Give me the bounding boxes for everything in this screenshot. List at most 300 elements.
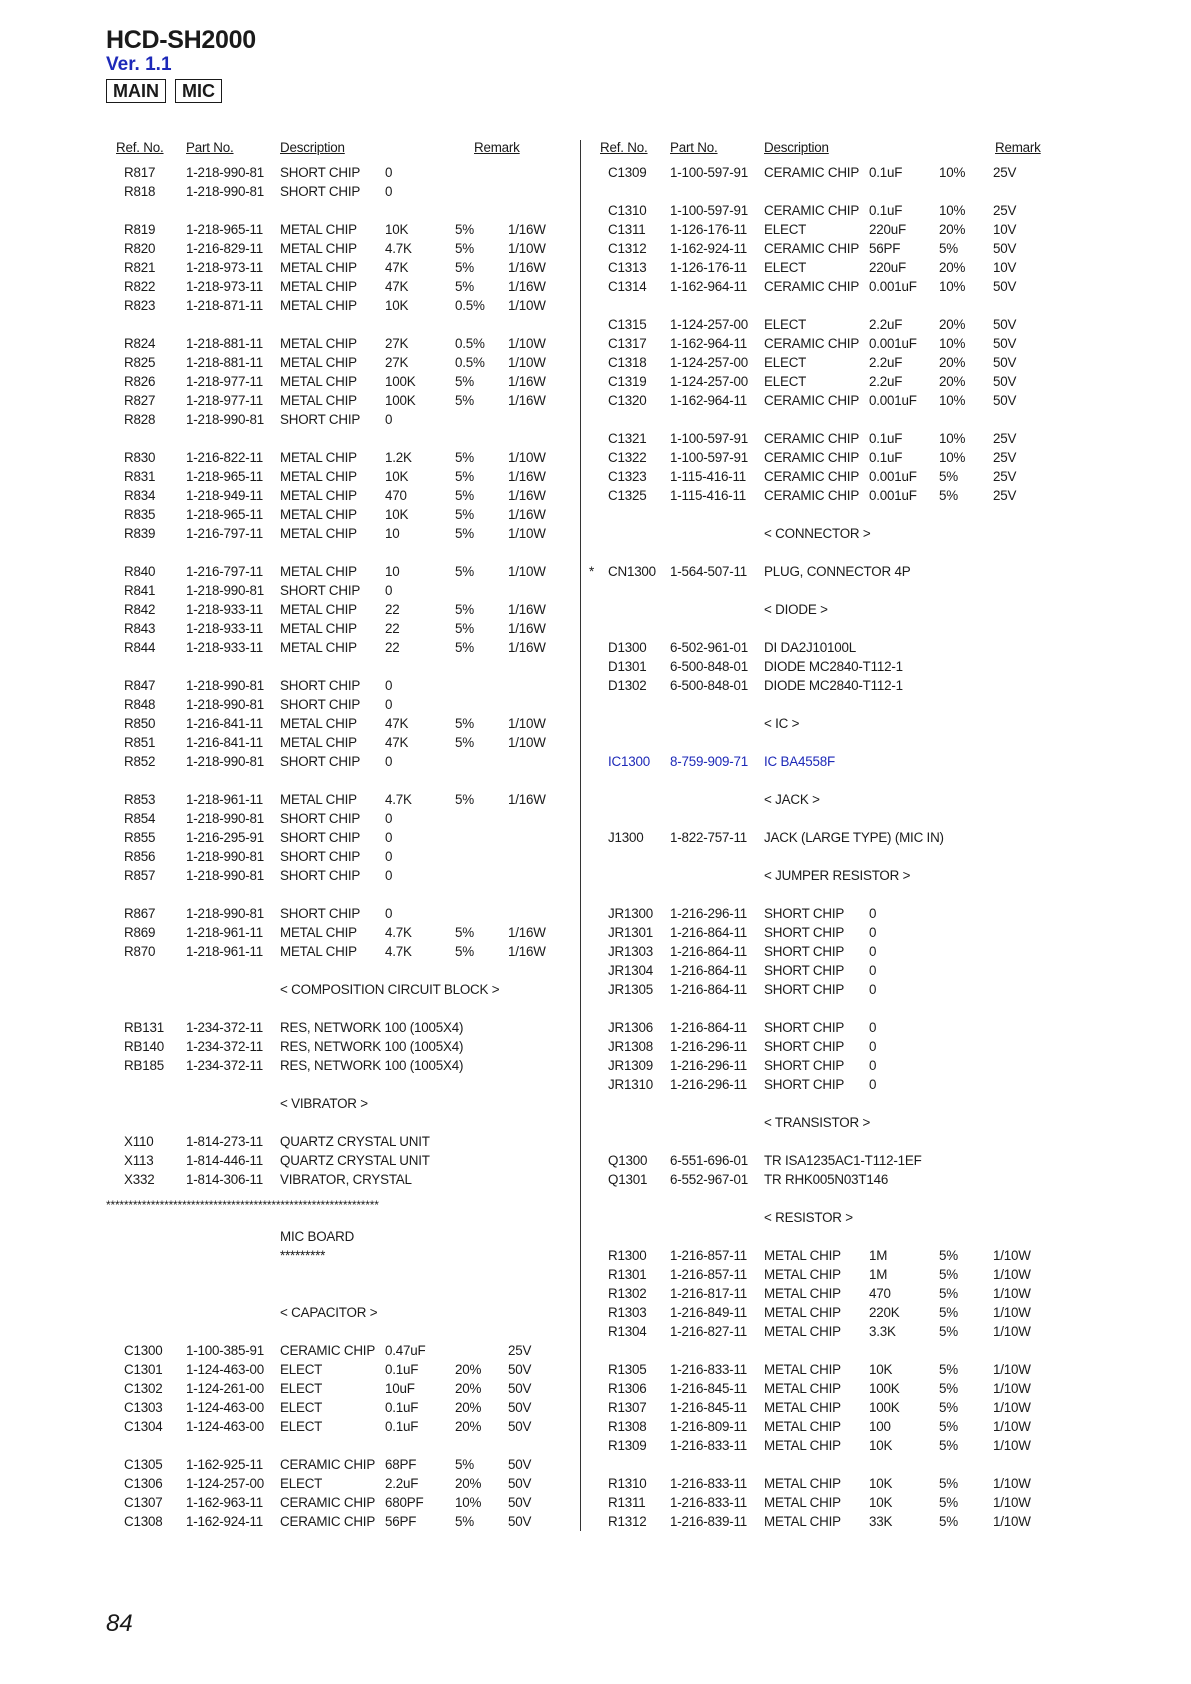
ref-no: C1319 — [608, 374, 647, 389]
table-row — [113, 1474, 573, 1493]
ref-no: R1300 — [608, 1248, 647, 1263]
part-no: 1-218-990-81 — [186, 811, 265, 826]
value: 0 — [869, 1039, 877, 1054]
tolerance: 20% — [939, 317, 966, 332]
ref-no: C1318 — [608, 355, 647, 370]
tolerance: 5% — [939, 1381, 958, 1396]
table-row — [113, 1227, 573, 1246]
table-row — [597, 524, 1077, 543]
description: SHORT CHIP — [280, 868, 361, 883]
tolerance: 20% — [939, 222, 966, 237]
description: ELECT — [764, 222, 807, 237]
description: DIODE MC2840-T112-1 — [764, 678, 903, 693]
value: 4.7K — [385, 944, 412, 959]
table-row — [113, 904, 573, 923]
spacer-row — [597, 999, 1077, 1018]
rating: 50V — [993, 393, 1017, 408]
table-row — [113, 1094, 573, 1113]
part-no: 1-216-833-11 — [670, 1362, 748, 1377]
description: METAL CHIP — [280, 564, 357, 579]
description: PLUG, CONNECTOR 4P — [764, 564, 911, 579]
spacer-row — [597, 733, 1077, 752]
value: 22 — [385, 621, 400, 636]
ref-no: X332 — [124, 1172, 155, 1187]
part-no: 1-124-463-00 — [186, 1362, 265, 1377]
tolerance: 20% — [455, 1419, 482, 1434]
rating: 25V — [993, 431, 1017, 446]
part-no: 1-216-797-11 — [186, 564, 264, 579]
table-row — [597, 1379, 1077, 1398]
description: METAL CHIP — [280, 602, 357, 617]
description: < TRANSISTOR > — [764, 1115, 871, 1130]
description: ********* — [280, 1248, 326, 1263]
table-row — [113, 1341, 573, 1360]
header-ref-no: Ref. No. — [600, 140, 648, 155]
tolerance: 5% — [939, 1514, 958, 1529]
value: 0 — [869, 1020, 877, 1035]
table-row — [597, 1284, 1077, 1303]
description: MIC BOARD — [280, 1229, 355, 1244]
table-row — [597, 353, 1077, 372]
ref-no: R825 — [124, 355, 156, 370]
part-no: 1-216-864-11 — [670, 944, 748, 959]
tolerance: 5% — [455, 222, 474, 237]
spacer-row — [113, 1113, 573, 1132]
table-row — [113, 1170, 573, 1189]
table-row — [113, 581, 573, 600]
ref-no: R1304 — [608, 1324, 647, 1339]
tolerance: 5% — [455, 1457, 474, 1472]
tolerance: 5% — [939, 1476, 958, 1491]
value: 27K — [385, 336, 409, 351]
ref-no: R1307 — [608, 1400, 647, 1415]
value: 3.3K — [869, 1324, 896, 1339]
description: CERAMIC CHIP — [764, 393, 860, 408]
table-row — [113, 391, 573, 410]
ref-no: C1321 — [608, 431, 647, 446]
part-no: 1-100-597-91 — [670, 431, 749, 446]
ref-no: R844 — [124, 640, 156, 655]
table-row — [597, 980, 1077, 999]
tolerance: 5% — [455, 450, 474, 465]
spacer-row — [113, 429, 573, 448]
part-no: 1-218-990-81 — [186, 754, 265, 769]
ref-no: R839 — [124, 526, 156, 541]
value: 0 — [869, 1077, 877, 1092]
description: METAL CHIP — [764, 1419, 841, 1434]
ref-no: R827 — [124, 393, 156, 408]
ref-no: R828 — [124, 412, 156, 427]
value: 0 — [385, 412, 393, 427]
rating: 1/16W — [508, 621, 546, 636]
part-no: 1-216-296-11 — [670, 1058, 748, 1073]
value: 47K — [385, 279, 409, 294]
value: 10K — [385, 469, 409, 484]
header-part-no: Part No. — [186, 140, 234, 155]
part-no: 1-216-829-11 — [186, 241, 264, 256]
rating: 1/10W — [508, 450, 546, 465]
part-no: 1-218-973-11 — [186, 260, 264, 275]
description: ELECT — [280, 1400, 323, 1415]
part-no: 1-218-961-11 — [186, 792, 264, 807]
rating: 1/16W — [508, 279, 546, 294]
description: METAL CHIP — [280, 640, 357, 655]
table-row — [597, 923, 1077, 942]
tolerance: 5% — [455, 526, 474, 541]
ref-no: R1311 — [608, 1495, 646, 1510]
ref-no: R847 — [124, 678, 156, 693]
description: CERAMIC CHIP — [280, 1343, 376, 1358]
table-row — [597, 752, 1077, 771]
table-row — [113, 809, 573, 828]
value: 0 — [869, 925, 877, 940]
table-row — [113, 182, 573, 201]
ref-no: JR1300 — [608, 906, 653, 921]
value: 0.001uF — [869, 279, 917, 294]
description: CERAMIC CHIP — [764, 431, 860, 446]
rating: 1/16W — [508, 507, 546, 522]
ref-no: C1323 — [608, 469, 647, 484]
ref-no: C1315 — [608, 317, 647, 332]
part-no: 1-218-965-11 — [186, 507, 264, 522]
column-header — [113, 140, 573, 163]
rating: 1/16W — [508, 602, 546, 617]
rating: 1/10W — [508, 564, 546, 579]
description: ELECT — [280, 1419, 323, 1434]
ref-no: C1317 — [608, 336, 647, 351]
table-row — [597, 448, 1077, 467]
value: 47K — [385, 260, 409, 275]
table-row — [597, 1265, 1077, 1284]
value: 100 — [869, 1419, 891, 1434]
spacer-row — [597, 505, 1077, 524]
spacer-row — [597, 1341, 1077, 1360]
value: 56PF — [869, 241, 901, 256]
table-row — [589, 562, 1077, 581]
rating: 1/10W — [993, 1419, 1031, 1434]
description: SHORT CHIP — [764, 906, 845, 921]
table-row — [113, 828, 573, 847]
ref-no: R870 — [124, 944, 156, 959]
table-row — [113, 277, 573, 296]
section-tags — [106, 79, 222, 103]
part-no: 1-115-416-11 — [670, 469, 747, 484]
rating: 1/16W — [508, 925, 546, 940]
table-row — [113, 486, 573, 505]
value: 100K — [385, 393, 416, 408]
ref-no: C1310 — [608, 203, 647, 218]
value: 22 — [385, 602, 400, 617]
ref-no: R867 — [124, 906, 156, 921]
table-row — [597, 866, 1077, 885]
description: SHORT CHIP — [280, 184, 361, 199]
table-row — [113, 467, 573, 486]
part-no: 1-162-964-11 — [670, 336, 748, 351]
table-row — [597, 486, 1077, 505]
table-row — [597, 1075, 1077, 1094]
tolerance: 5% — [455, 792, 474, 807]
ref-no: R826 — [124, 374, 156, 389]
table-row — [113, 1246, 573, 1265]
ref-no: JR1304 — [608, 963, 653, 978]
ref-no: JR1303 — [608, 944, 653, 959]
tolerance: 20% — [939, 374, 966, 389]
value: 2.2uF — [869, 374, 903, 389]
ref-no: X113 — [124, 1153, 154, 1168]
part-no: 1-162-924-11 — [670, 241, 748, 256]
description: ELECT — [764, 374, 807, 389]
tolerance: 0.5% — [455, 355, 485, 370]
table-row — [113, 1132, 573, 1151]
value: 0 — [385, 697, 393, 712]
rating: 50V — [508, 1381, 532, 1396]
ref-no: C1304 — [124, 1419, 163, 1434]
value: 33K — [869, 1514, 893, 1529]
spacer-row — [597, 1227, 1077, 1246]
spacer-row — [113, 961, 573, 980]
tolerance: 5% — [455, 621, 474, 636]
description: METAL CHIP — [764, 1400, 841, 1415]
spacer-row — [113, 657, 573, 676]
table-row — [113, 638, 573, 657]
description: ELECT — [764, 317, 807, 332]
table-row — [113, 524, 573, 543]
value: 10K — [385, 222, 409, 237]
value: 0.1uF — [869, 203, 903, 218]
description: SHORT CHIP — [280, 830, 361, 845]
value: 10K — [869, 1362, 893, 1377]
tolerance: 5% — [455, 735, 474, 750]
left-rows — [113, 163, 573, 1531]
description: SHORT CHIP — [280, 697, 361, 712]
rating: 50V — [508, 1495, 532, 1510]
value: 470 — [385, 488, 407, 503]
part-no: 1-814-446-11 — [186, 1153, 264, 1168]
parts-list-left — [113, 140, 573, 1531]
rating: 50V — [993, 317, 1017, 332]
tolerance: 5% — [455, 564, 474, 579]
part-no: 1-216-864-11 — [670, 982, 748, 997]
part-no: 1-216-809-11 — [670, 1419, 748, 1434]
rating: 1/10W — [993, 1324, 1031, 1339]
tolerance: 20% — [455, 1400, 482, 1415]
ref-no: R820 — [124, 241, 156, 256]
description: SHORT CHIP — [280, 165, 361, 180]
ref-no: C1308 — [124, 1514, 163, 1529]
value: 0 — [385, 165, 393, 180]
ref-no: R1312 — [608, 1514, 647, 1529]
description: CERAMIC CHIP — [764, 336, 860, 351]
description: ELECT — [280, 1381, 323, 1396]
value: 220K — [869, 1305, 900, 1320]
table-row — [597, 676, 1077, 695]
rating: 1/10W — [993, 1362, 1031, 1377]
description: RES, NETWORK 100 (1005X4) — [280, 1020, 464, 1035]
value: 0 — [869, 982, 877, 997]
table-row — [597, 1113, 1077, 1132]
tolerance: 5% — [455, 374, 474, 389]
description: METAL CHIP — [280, 222, 357, 237]
rating: 50V — [508, 1419, 532, 1434]
description: RES, NETWORK 100 (1005X4) — [280, 1039, 464, 1054]
table-row — [113, 1360, 573, 1379]
value: 4.7K — [385, 925, 412, 940]
value: 100K — [869, 1400, 900, 1415]
tolerance: 5% — [455, 488, 474, 503]
ref-no: IC1300 — [608, 754, 650, 769]
rating: 1/10W — [993, 1495, 1031, 1510]
table-row — [597, 277, 1077, 296]
value: 47K — [385, 735, 409, 750]
tag-main: MAIN — [106, 79, 166, 103]
part-no: 1-162-925-11 — [186, 1457, 264, 1472]
description: < COMPOSITION CIRCUIT BLOCK > — [280, 982, 500, 997]
value: 0 — [385, 830, 393, 845]
table-row — [113, 923, 573, 942]
description: < DIODE > — [764, 602, 828, 617]
table-row — [113, 1417, 573, 1436]
description: ELECT — [280, 1362, 323, 1377]
value: 0.47uF — [385, 1343, 426, 1358]
table-row — [113, 790, 573, 809]
rating: 1/10W — [993, 1381, 1031, 1396]
table-row — [597, 1322, 1077, 1341]
description: CERAMIC CHIP — [764, 450, 860, 465]
ref-no: JR1301 — [608, 925, 653, 940]
value: 0 — [385, 811, 393, 826]
table-row — [597, 600, 1077, 619]
spacer-row — [597, 847, 1077, 866]
spacer-row — [597, 1455, 1077, 1474]
part-no: 1-124-261-00 — [186, 1381, 265, 1396]
rating: 1/16W — [508, 488, 546, 503]
table-row — [113, 239, 573, 258]
rating: 1/16W — [508, 222, 546, 237]
part-no: 6-552-967-01 — [670, 1172, 749, 1187]
table-row — [597, 942, 1077, 961]
column-header — [597, 140, 1077, 163]
description: METAL CHIP — [764, 1267, 841, 1282]
tolerance: 5% — [939, 1362, 958, 1377]
ref-no: R850 — [124, 716, 156, 731]
part-no: 1-216-864-11 — [670, 925, 748, 940]
table-row — [597, 1208, 1077, 1227]
value: 2.2uF — [869, 355, 903, 370]
description: METAL CHIP — [280, 621, 357, 636]
value: 100K — [869, 1381, 900, 1396]
table-row — [597, 657, 1077, 676]
table-row — [597, 1170, 1077, 1189]
part-no: 1-216-833-11 — [670, 1476, 748, 1491]
value: 56PF — [385, 1514, 417, 1529]
table-row — [597, 1360, 1077, 1379]
ref-no: R851 — [124, 735, 156, 750]
part-no: 1-218-990-81 — [186, 849, 265, 864]
rating: 25V — [993, 469, 1017, 484]
value: 0 — [385, 868, 393, 883]
tolerance: 5% — [939, 1495, 958, 1510]
value: 0.001uF — [869, 393, 917, 408]
table-row — [597, 904, 1077, 923]
rating: 1/10W — [508, 336, 546, 351]
description: QUARTZ CRYSTAL UNIT — [280, 1153, 430, 1168]
part-no: 1-100-597-91 — [670, 165, 749, 180]
spacer-row — [597, 581, 1077, 600]
table-row — [597, 334, 1077, 353]
table-row — [597, 467, 1077, 486]
tolerance: 5% — [455, 279, 474, 294]
description: SHORT CHIP — [764, 1020, 845, 1035]
ref-no: R1309 — [608, 1438, 647, 1453]
description: CERAMIC CHIP — [764, 241, 860, 256]
value: 22 — [385, 640, 400, 655]
ref-no: RB140 — [124, 1039, 164, 1054]
value: 68PF — [385, 1457, 417, 1472]
version-label: Ver. 1.1 — [106, 54, 172, 75]
description: VIBRATOR, CRYSTAL — [280, 1172, 412, 1187]
part-no: 1-218-990-81 — [186, 697, 265, 712]
part-no: 1-218-933-11 — [186, 602, 264, 617]
part-no: 1-218-881-11 — [186, 336, 264, 351]
ref-no: R830 — [124, 450, 156, 465]
part-no: 1-218-977-11 — [186, 393, 264, 408]
value: 0.1uF — [385, 1400, 419, 1415]
part-no: 1-216-845-11 — [670, 1381, 748, 1396]
ref-no: JR1305 — [608, 982, 653, 997]
ref-no: R1302 — [608, 1286, 647, 1301]
spacer-row — [597, 695, 1077, 714]
value: 4.7K — [385, 241, 412, 256]
tolerance: 5% — [455, 716, 474, 731]
description: METAL CHIP — [280, 735, 357, 750]
table-row — [113, 714, 573, 733]
part-no: 1-100-385-91 — [186, 1343, 265, 1358]
ref-no: C1325 — [608, 488, 647, 503]
rating: 50V — [993, 241, 1017, 256]
table-row — [113, 1018, 573, 1037]
value: 2.2uF — [385, 1476, 419, 1491]
description: SHORT CHIP — [764, 944, 845, 959]
tolerance: 20% — [455, 1362, 482, 1377]
description: METAL CHIP — [764, 1495, 841, 1510]
section-separator: ************************************************************* — [106, 1198, 379, 1212]
ref-no: R841 — [124, 583, 156, 598]
part-no: 1-162-924-11 — [186, 1514, 264, 1529]
value: 0 — [869, 944, 877, 959]
table-row — [113, 980, 573, 999]
ref-no: R1305 — [608, 1362, 647, 1377]
ref-no: R1310 — [608, 1476, 647, 1491]
part-no: 1-234-372-11 — [186, 1039, 264, 1054]
value: 0 — [385, 678, 393, 693]
value: 0.1uF — [869, 450, 903, 465]
table-row — [597, 1151, 1077, 1170]
rating: 50V — [508, 1362, 532, 1377]
ref-no: C1309 — [608, 165, 647, 180]
value: 2.2uF — [869, 317, 903, 332]
description: METAL CHIP — [280, 374, 357, 389]
table-row — [597, 961, 1077, 980]
part-no: 1-218-977-11 — [186, 374, 264, 389]
model-title: HCD-SH2000 — [106, 26, 256, 54]
part-no: 1-218-871-11 — [186, 298, 264, 313]
description: TR ISA1235AC1-T112-1EF — [764, 1153, 922, 1168]
description: < VIBRATOR > — [280, 1096, 368, 1111]
rating: 1/10W — [993, 1267, 1031, 1282]
description: CERAMIC CHIP — [764, 279, 860, 294]
tolerance: 5% — [939, 241, 958, 256]
tolerance: 5% — [455, 260, 474, 275]
